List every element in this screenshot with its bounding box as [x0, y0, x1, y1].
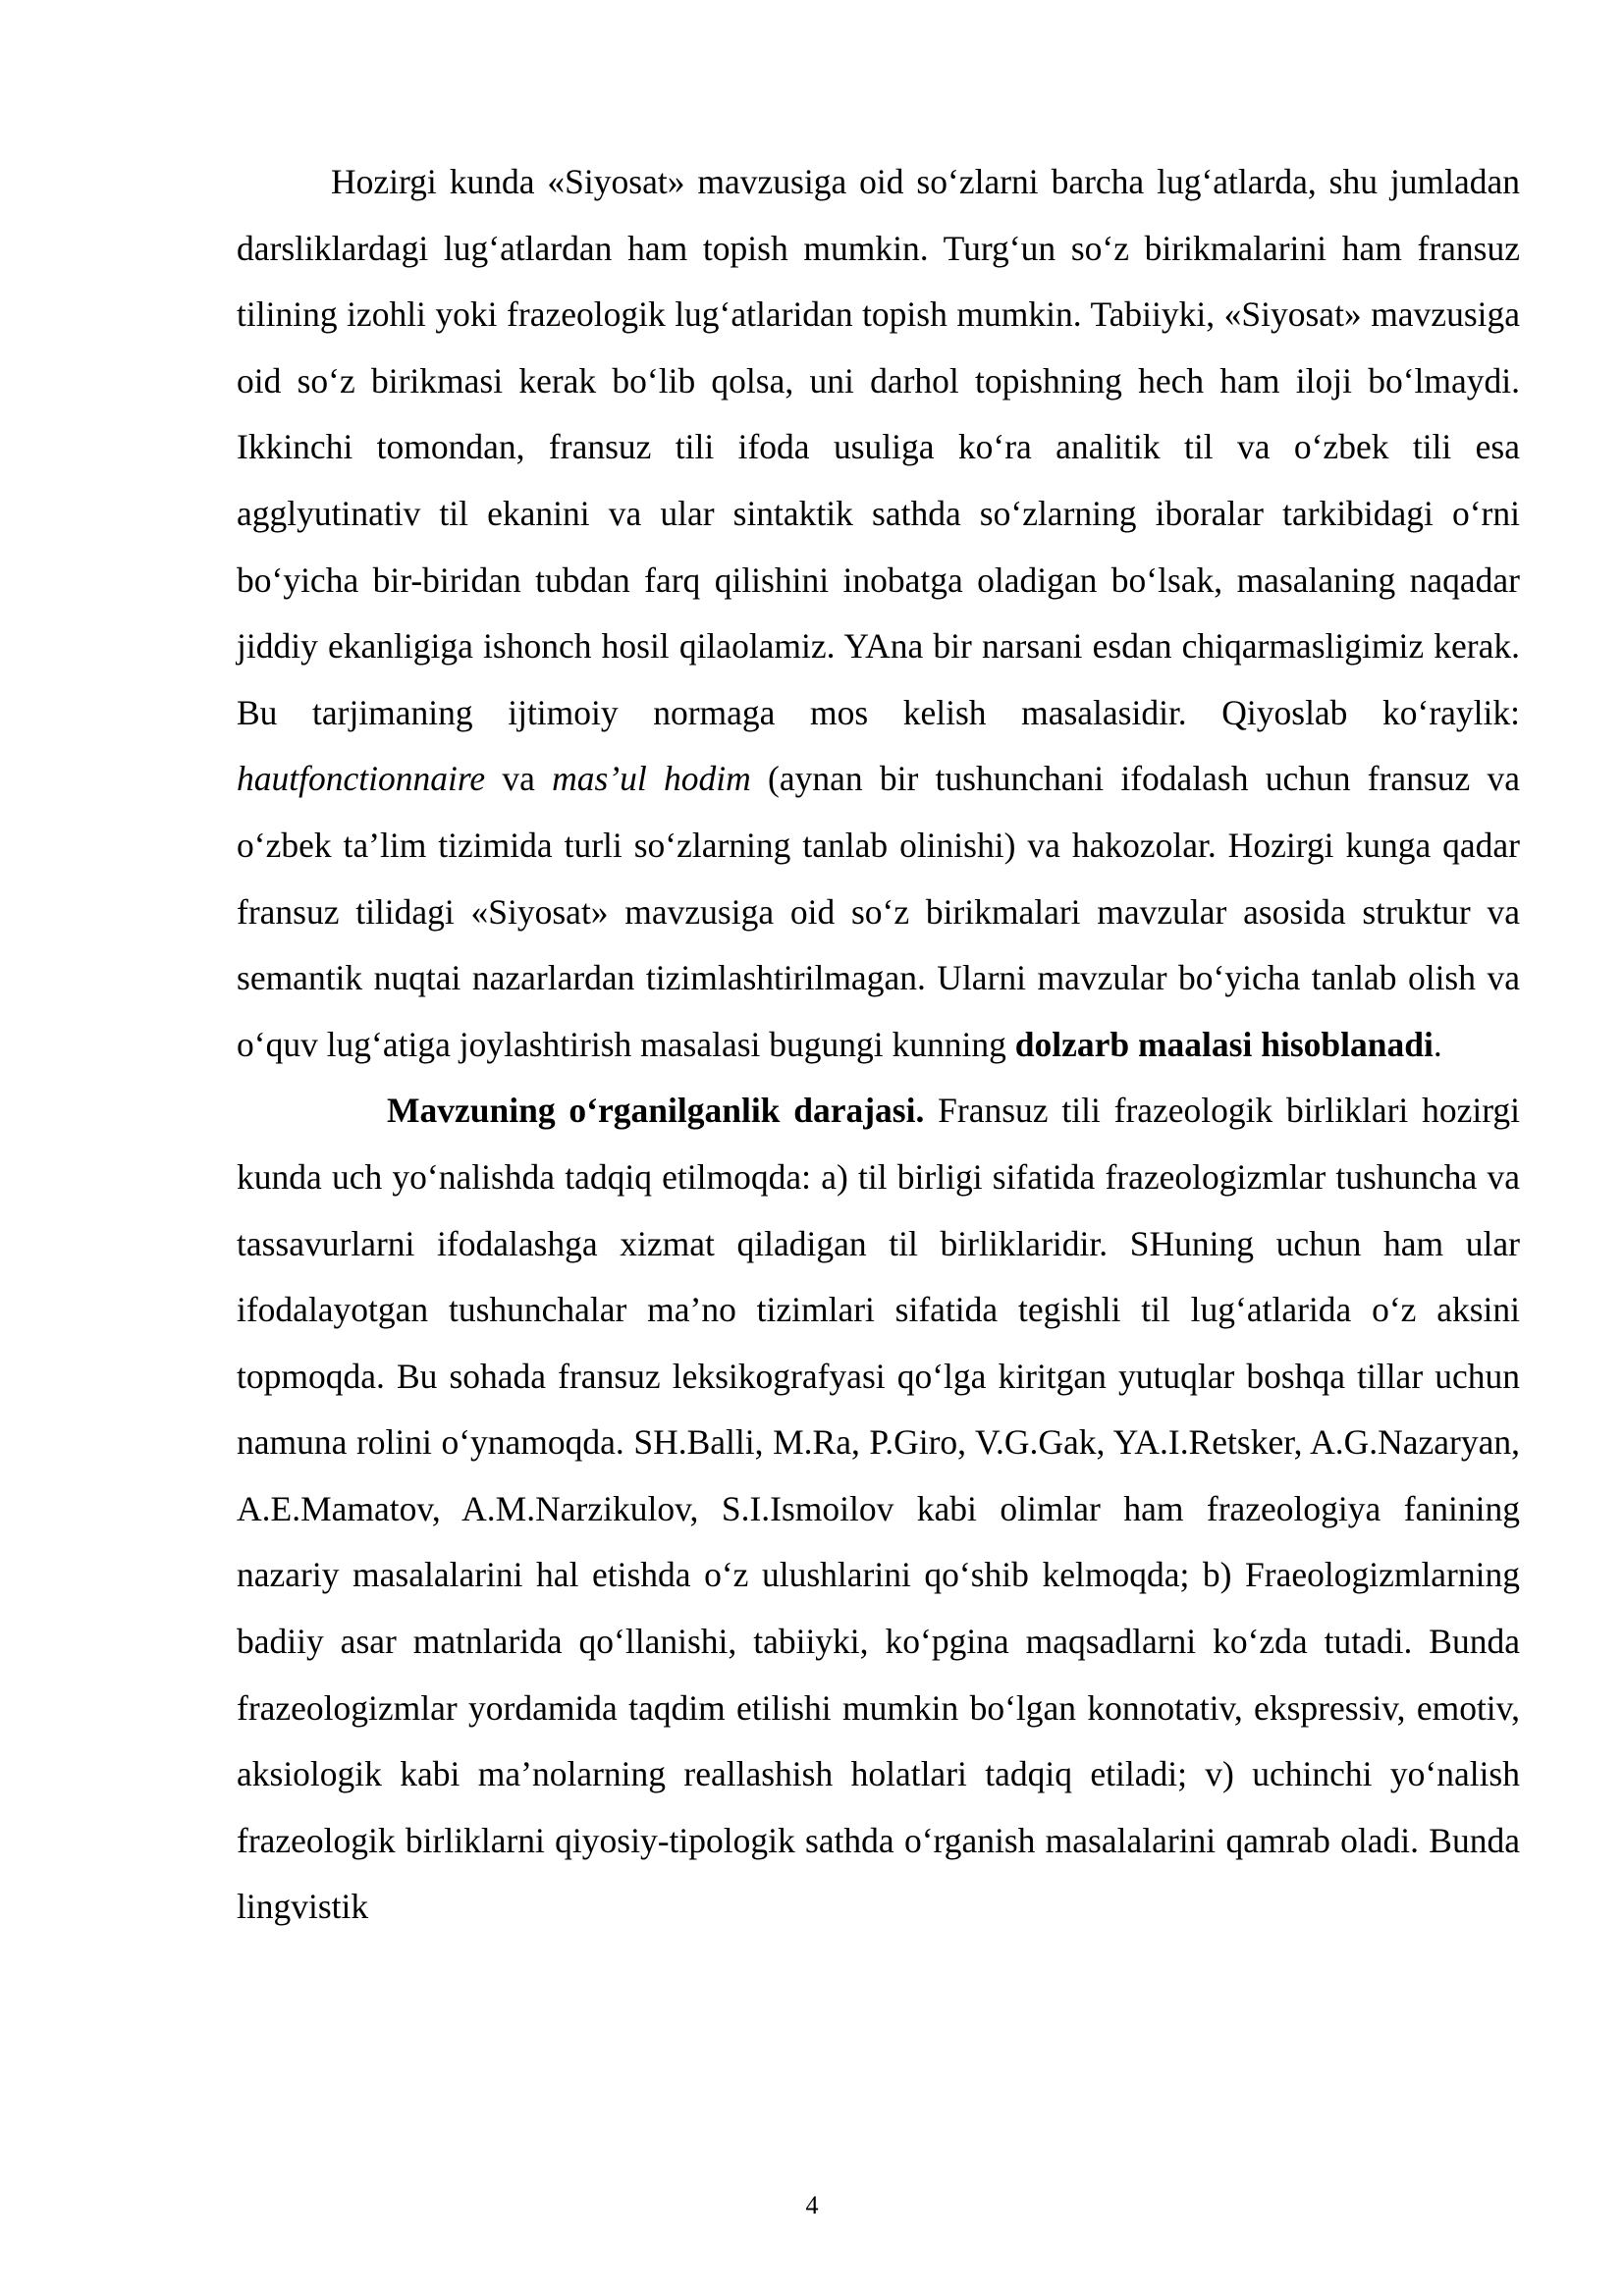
- paragraph-2-text: Fransuz tili frazeologik birliklari hozirgi kunda uch yo‘nalishda tadqiq etilmoqda: a) til birligi sifatida frazeologizmlar tushuncha va tassavurlarni ifodalashga xizmat qiladigan til birliklaridir. SHuning uchun ham ular ifodalayotgan tushunchalar ma’no tizimlari sifatida tegishli til lug‘atlarida o‘z aksini topmoqda. Bu sohada fransuz leksikografyasi qo‘lga kiritgan yutuqlar boshqa tillar uchun namuna rolini o‘ynamoqda. SH.Balli, M.Ra, P.Giro, V.G.Gak, YA.I.Retsker, A.G.Nazaryan, A.E.Mamatov, A.M.Narzikulov, S.I.Ismoilov kabi olimlar ham frazeologiya fanining nazariy masalalarini hal etishda o‘z ulushlarini qo‘shib kelmoqda; b) Fraeologizmlarning badiiy asar matnlarida qo‘llanishi, tabiiyki, ko‘pgina maqsadlarni ko‘zda tutadi. Bunda frazeologizmlar yordamida taqdim etilishi mumkin bo‘lgan konnotativ, ekspressiv, emotiv, aksiologik kabi ma’nolarning reallashish holatlari tadqiq etiladi; v) uchinchi yo‘nalish frazeologik birliklarni qiyosiy-tipologik sathda o‘rganish masalalarini qamrab oladi. Bunda lingvistik: [237, 1091, 1520, 1927]
- section-heading: Mavzuning o‘rganilganlik darajasi.: [387, 1091, 925, 1131]
- relevance-phrase: dolzarb maalasi hisoblanadi: [1014, 1024, 1434, 1064]
- document-body: [237, 149, 1520, 1941]
- paragraph-1-text-c: (aynan bir tushunchani ifodalash uchun fransuz va o‘zbek ta’lim tizimida turli so‘zlarning tanlab olinishi) va hakozolar. Hozirgi kunga qadar fransuz tilidagi «Siyosat» mavzusiga oid so‘z birikmalari mavzular asosida struktur va semantik nuqtai nazarlardan tizimlashtirilmagan. Ularni mavzular bo‘yicha tanlab olish va o‘quv lug‘atiga joylashtirish masalasi bugungi kunning: [237, 759, 1521, 1064]
- paragraph-1-text-b: va: [485, 759, 553, 799]
- paragraph-1-text-a: Hozirgi kunda «Siyosat» mavzusiga oid so‘zlarni barcha lug‘atlarda, shu jumladan darsliklardagi lug‘atlardan ham topish mumkin. Turg‘un so‘z birikmalarini ham fransuz tilining izohli yoki frazeologik lug‘atlaridan topish mumkin. Tabiiyki, «Siyosat» mavzusiga oid so‘z birikmasi kerak bo‘lib qolsa, uni darhol topishning hech ham iloji bo‘lmaydi. Ikkinchi tomondan, fransuz tili ifoda usuliga ko‘ra analitik til va o‘zbek tili esa agglyutinativ til ekanini va ular sintaktik sathda so‘zlarning iboralar tarkibidagi o‘rni bo‘yicha bir-biridan tubdan farq qilishini inobatga oladigan bo‘lsak, masalaning naqadar jiddiy ekanligiga ishonch hosil qilaolamiz. YAna bir narsani esdan chiqarmasligimiz kerak. Bu tarjimaning ijtimoiy normaga mos kelish masalasidir. Qiyoslab ko‘raylik:: [237, 162, 1520, 732]
- term-hautfonctionnaire: hautfonctionnaire: [237, 759, 486, 799]
- page-number: 4: [805, 2191, 819, 2219]
- paragraph-1-text-d: .: [1433, 1024, 1442, 1064]
- paragraph-2: [237, 1078, 1520, 1941]
- term-masul-hodim: mas’ul hodim: [552, 759, 751, 799]
- paragraph-1: [237, 149, 1520, 1078]
